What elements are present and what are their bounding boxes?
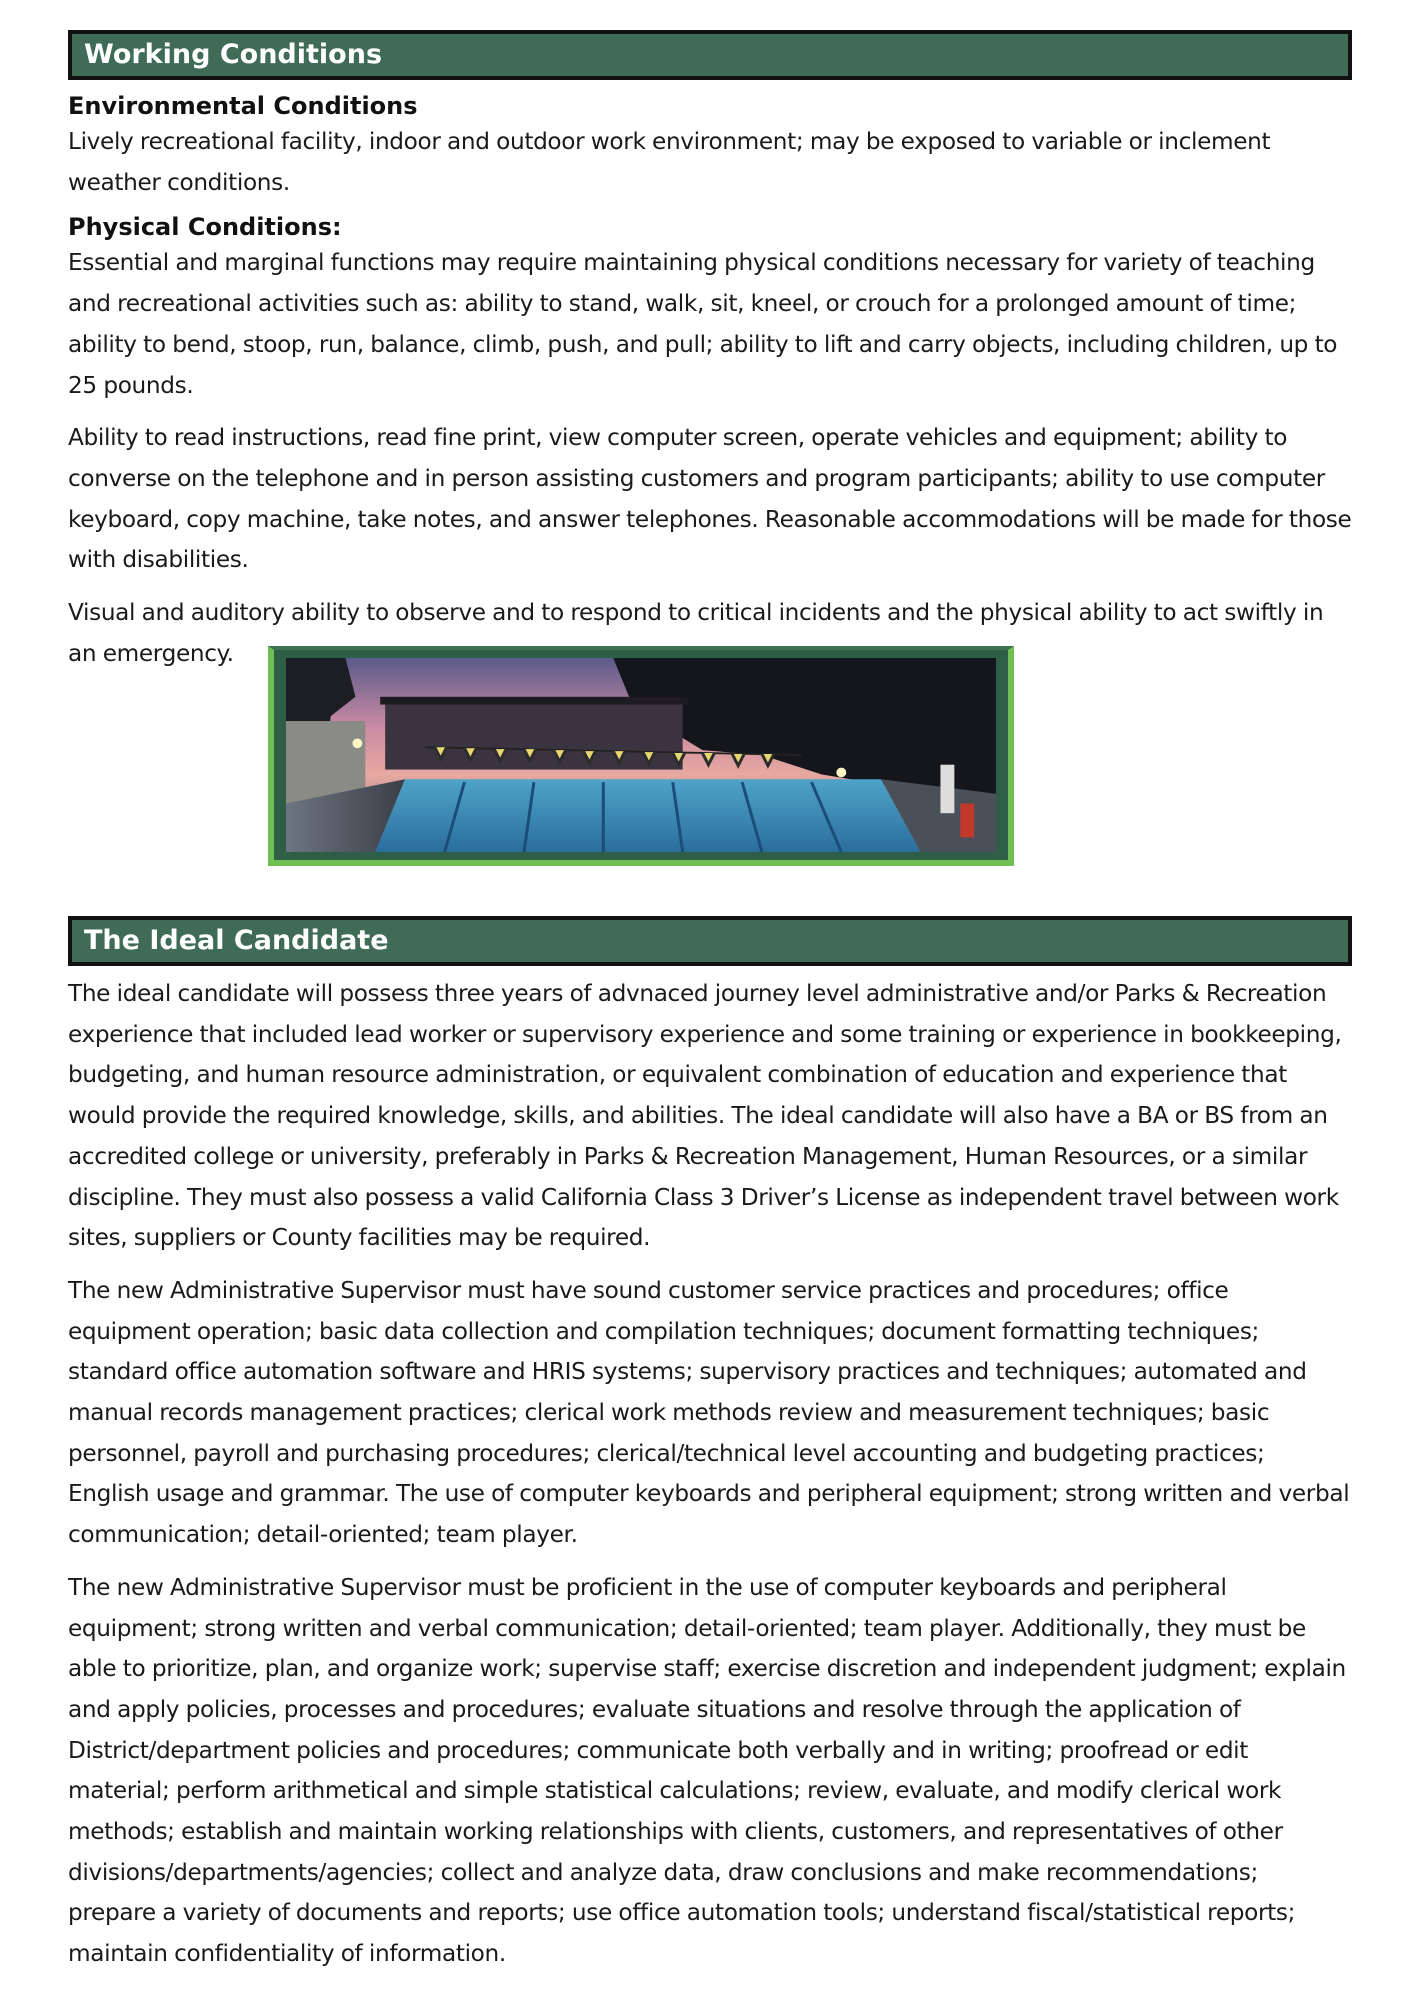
physical-conditions-paragraph: Visual and auditory ability to observe and to respond to critical incidents and the physical ability to act swiftly in an emergency. (68, 599, 1324, 667)
person (960, 804, 974, 838)
pool-photo-frame (268, 646, 1014, 866)
ideal-candidate-header: The Ideal Candidate (68, 916, 1352, 966)
light (836, 768, 846, 778)
environmental-conditions-text: Lively recreational facility, indoor and outdoor work environment; may be exposed to variable or inclement weather conditions. (68, 128, 1271, 196)
environmental-conditions-heading: Environmental Conditions (68, 92, 418, 120)
ideal-candidate-paragraph: The new Administrative Supervisor must be proficient in the use of computer keyboards and peripheral equipment; strong written and verbal communication; detail-oriented; team player. Additionally, they must be able to prioritize, plan, and organize work; supervise staff; exercise discretion and independent judgment; explain and apply policies, processes and procedures; evaluate situations and resolve through the application of District/department policies and procedures; communicate both verbally and in writing; proofread or edit material; perform arithmetical and simple statistical calculations; review, evaluate, and modify clerical work methods; establish and maintain working relationships with clients, customers, and representatives of other divisions/departments/agencies; collect and analyze data, draw conclusions and make recommendations; prepare a variety of documents and reports; use office automation tools; understand fiscal/statistical reports; maintain confidentiality of information. (68, 1573, 1346, 1968)
building (385, 702, 682, 770)
working-conditions-header: Working Conditions (68, 30, 1352, 80)
light (352, 739, 362, 749)
pool-water (375, 779, 920, 852)
working-conditions-section (68, 30, 1352, 686)
building-roof (380, 697, 687, 705)
pool-at-dusk-photo (286, 658, 996, 852)
physical-conditions-paragraph: Essential and marginal functions may require maintaining physical conditions necessary for variety of teaching and recreational activities such as: ability to stand, walk, sit, kneel, or crouch for a prolonged amount of time; ability to bend, stoop, run, balance, climb, push, and pull; ability to lift and carry objects, including children, up to 25 pounds. (68, 249, 1338, 399)
lifeguard-chair (940, 765, 954, 814)
physical-conditions-paragraph: Ability to read instructions, read fine print, view computer screen, operate vehicles and equipment; ability to converse on the telephone and in person assisting customers and program participants; ability to use computer keyboard, copy machine, take notes, and answer telephones. Reasonable accommodations will be made for those with disabilities. (68, 424, 1352, 574)
physical-conditions-heading: Physical Conditions: (68, 213, 342, 242)
ideal-candidate-paragraph: The new Administrative Supervisor must have sound customer service practices and procedures; office equipment operation; basic data collection and compilation techniques; document formatting techniques; standard office automation software and HRIS systems; supervisory practices and techniques; automated and manual records management practices; clerical work methods review and measurement techniques; basic personnel, payroll and purchasing procedures; clerical/technical level accounting and budgeting practices; English usage and grammar. The use of computer keyboards and peripheral equipment; strong written and verbal communication; detail-oriented; team player. (68, 1276, 1350, 1549)
ideal-candidate-paragraph: The ideal candidate will possess three years of advnaced journey level administrative and/or Parks & Recreation experience that included lead worker or supervisory experience and some training or experience in bookkeeping, budgeting, and human resource administration, or equivalent combination of education and experience that would provide the required knowledge, skills, and abilities. The ideal candidate will also have a BA or BS from an accredited college or university, preferably in Parks & Recreation Management, Human Resources, or a similar discipline. They must also possess a valid California Class 3 Driver’s License as independent travel between work sites, suppliers or County facilities may be required. (68, 980, 1342, 1252)
ideal-candidate-section (68, 916, 1352, 1987)
